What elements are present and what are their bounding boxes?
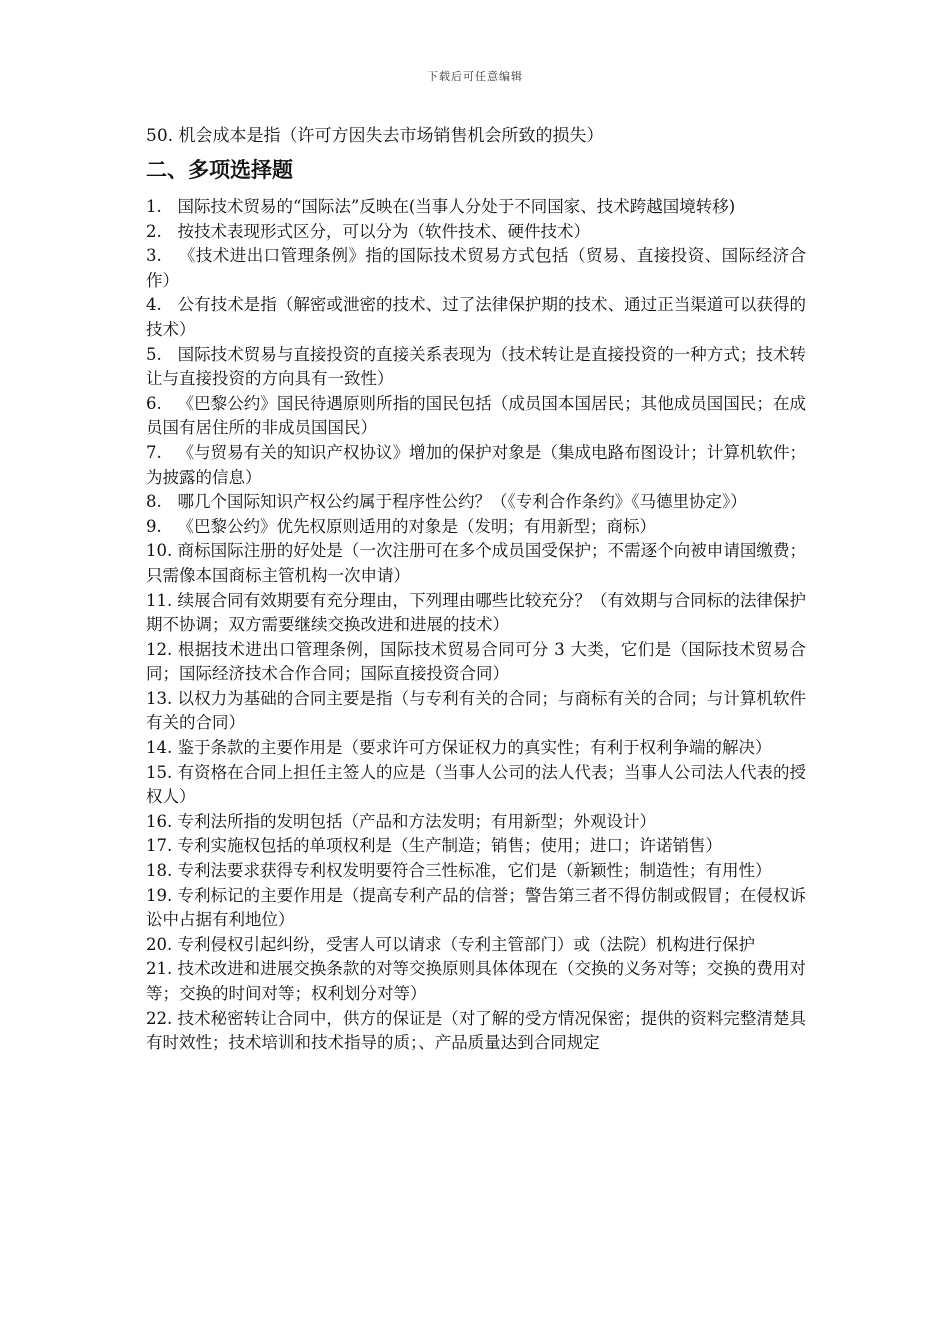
question-item: 3. 《技术进出口管理条例》指的国际技术贸易方式包括（贸易、直接投资、国际经济合作） [146,246,806,290]
question-item: 13. 以权力为基础的合同主要是指（与专利有关的合同；与商标有关的合同；与计算机软件有关的合同） [146,688,806,733]
question-item: 15. 有资格在合同上担任主签人的应是（当事人公司的法人代表；当事人公司法人代表的授权人） [146,762,806,807]
question-item: 9. 《巴黎公约》优先权原则适用的对象是（发明；有用新型；商标） [146,516,656,536]
question-item: 18. 专利法要求获得专利权发明要符合三性标准，它们是（新颖性；制造性；有用性） [146,861,772,881]
question-item: 14. 鉴于条款的主要作用是（要求许可方保证权力的真实性；有利于权利争端的解决） [146,738,772,758]
question-item: 17. 专利实施权包括的单项权利是（生产制造；销售；使用；进口；许诺销售） [146,836,722,856]
question-item: 8. 哪几个国际知识产权公约属于程序性公约？（《专利合作条约》《马德里协定》） [146,492,747,512]
question-list [146,195,806,1056]
question-item: 11. 续展合同有效期要有充分理由，下列理由哪些比较充分？（有效期与合同标的法律保护期不协调；双方需要继续交换改进和进展的技术） [146,590,806,635]
document-body [146,124,806,1056]
question-item: 10. 商标国际注册的好处是（一次注册可在多个成员国受保护；不需逐个向被申请国缴费；只需像本国商标主管机构一次申请） [146,541,806,585]
question-item: 4. 公有技术是指（解密或泄密的技术、过了法律保护期的技术、通过正当渠道可以获得的技术） [146,295,806,339]
question-item: 12. 根据技术进出口管理条例，国际技术贸易合同可分 3 大类，它们是（国际技术贸易合同；国际经济技术合作合同；国际直接投资合同） [146,639,806,684]
question-item: 22. 技术秘密转让合同中，供方的保证是（对了解的受方情况保密；提供的资料完整清楚具有时效性；技术培训和技术指导的质；、产品质量达到合同规定 [146,1008,806,1053]
question-item: 6. 《巴黎公约》国民待遇原则所指的国民包括（成员国本国居民；其他成员国国民；在成员国有居住所的非成员国国民） [146,393,806,438]
section-title: 二、多项选择题 [146,158,293,182]
question-item: 16. 专利法所指的发明包括（产品和方法发明；有用新型；外观设计） [146,811,656,831]
question-item: 5. 国际技术贸易与直接投资的直接关系表现为（技术转让是直接投资的一种方式；技术转让与直接投资的方向具有一致性） [146,344,806,389]
question-item: 19. 专利标记的主要作用是（提高专利产品的信誉；警告第三者不得仿制或假冒；在侵权诉讼中占据有利地位） [146,885,806,930]
previous-question-50: 50. 机会成本是指（许可方因失去市场销售机会所致的损失） [146,126,604,146]
question-item: 2. 按技术表现形式区分，可以分为（软件技术、硬件技术） [146,221,590,241]
question-item: 7. 《与贸易有关的知识产权协议》增加的保护对象是（集成电路布图设计；计算机软件；为披露的信息） [146,442,806,487]
question-item: 1. 国际技术贸易的“国际法”反映在(当事人分处于不同国家、技术跨越国境转移) [146,197,736,216]
question-item: 20. 专利侵权引起纠纷，受害人可以请求（专利主管部门）或（法院）机构进行保护 [146,934,755,954]
header-note: 下载后可任意编辑 [427,70,523,83]
question-item: 21. 技术改进和进展交换条款的对等交换原则具体体现在（交换的义务对等；交换的费用对等；交换的时间对等；权利划分对等） [146,959,806,1003]
